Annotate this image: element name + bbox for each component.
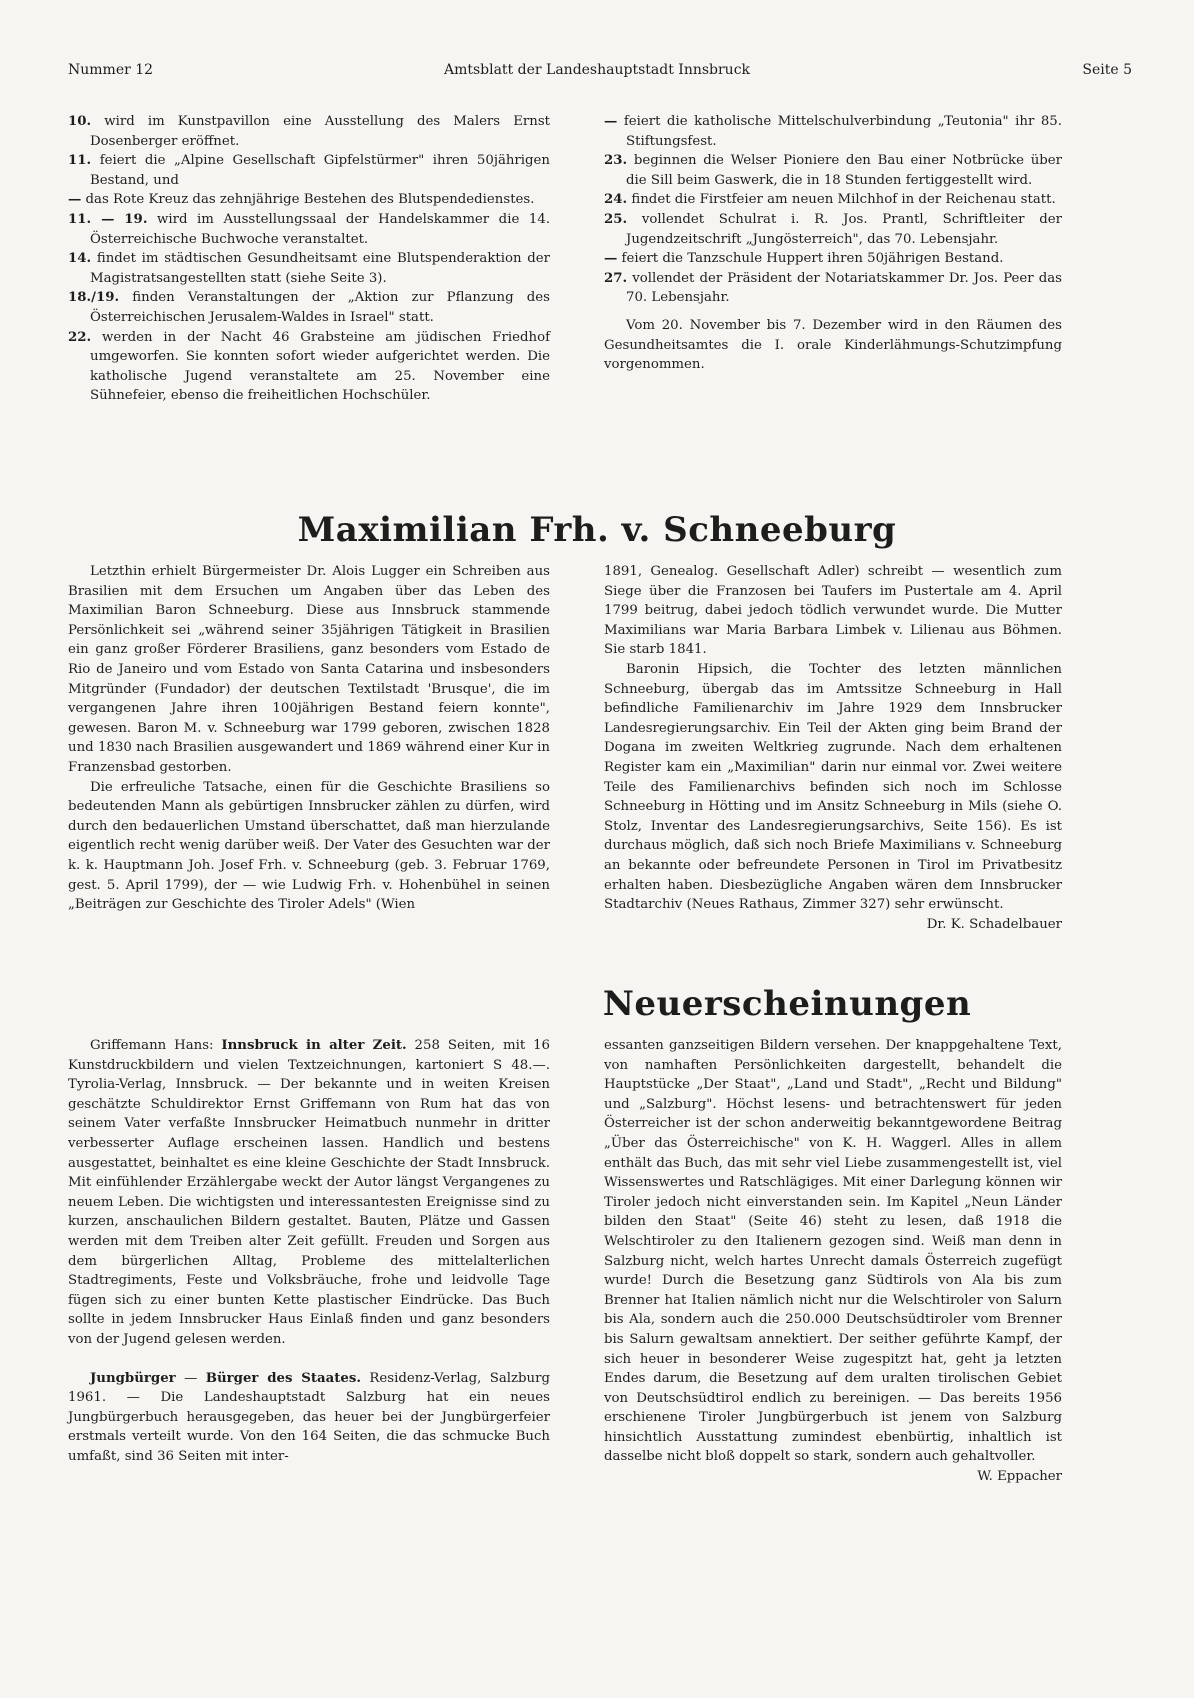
event-item: 10. wird im Kunstpavillon eine Ausstellung des Malers Ernst Dosenberger eröffnet. [68,114,550,149]
event-item: 14. findet im städtischen Gesundheitsamt eine Blutspenderaktion der Magistratsangestellten statt (siehe Seite 3). [68,251,550,286]
event-item: 11. — 19. wird im Ausstellungssaal der Handelskammer die 14. Österreichische Buchwoche veranstaltet. [68,211,551,247]
event-item: 18./19. finden Veranstaltungen der „Aktion zur Pflanzung des Österreichischen Jerusalem-Waldes in Israel" statt. [68,290,550,325]
event-item: 23. beginnen die Welser Pioniere den Bau einer Notbrücke über die Sill beim Gaswerk, die in 18 Stunden fertiggestellt wird. [604,153,1062,188]
event-item: 27. vollendet der Präsident der Notariatskammer Dr. Jos. Peer das 70. Lebensjahr. [604,270,1062,306]
article2-left-column [68,1036,550,1466]
book-author: Jungbürger [90,1370,176,1386]
book-review-text: 258 Seiten, mit 16 Kunstdruckbildern und vielen Textzeichnungen, kartoniert S 48.—. Tyrolia-Verlag, Innsbruck. — Der bekannte und in weiten Kreisen geschätzte Schuldirektor Ernst Griffemann von Rum hat das von seinem Vater verfaßte Innsbrucker Heimatbuch nunmehr in dritter verbesserter Auflage erscheinen lassen. Handlich und bestens ausgestattet, beinhaltet es eine kleine Geschichte der Stadt Innsbruck. Mit einfühlender Erzählergabe weckt der Autor längst Vergangenes zu neuem Leben. Die wichtigsten und interessantesten Ereignisse sind zu kurzen, anschaulichen Bildern gestaltet. Bauten, Plätze und Gassen werden mit dem Treiben alter Zeit gefüllt. Freuden und Sorgen aus dem bürgerlichen Alltag, Probleme des mittelalterlichen Stadtregiments, Feste und Volksbräuche, frohe und leidvolle Tage fügen sich zu einer bunten Kette plastischer Eindrücke. Das Buch sollte in jedem Innsbrucker Haus Einlaß finden und ganz besonders von der Jugend gelesen werden. [68,1038,550,1347]
events-note: Vom 20. November bis 7. Dezember wird in den Räumen des Gesundheitsamtes die I. orale Kinderlähmungs-Schutzimpfung vorgenommen. [604,317,1062,373]
article1-signature: Dr. K. Schadelbauer [926,916,1062,932]
book-author: Griffemann Hans: [90,1038,214,1053]
event-item: 25. vollendet Schulrat i. R. Jos. Prantl, Schriftleiter der Jugendzeitschrift „Jungösterreich", das 70. Lebensjahr. [604,211,1062,247]
event-item: — feiert die Tanzschule Huppert ihren 50jährigen Bestand. [604,251,1004,267]
article2-right-column [604,1036,1062,1487]
issue-number: Nummer 12 [68,62,154,78]
article-title-schneeburg: Maximilian Frh. v. Schneeburg [297,510,897,550]
book-title: Bürger des Staates. [205,1370,361,1386]
article1-left-column [68,562,550,915]
page-number: Seite 5 [1082,62,1132,78]
article1-paragraph: Letzthin erhielt Bürgermeister Dr. Alois Lugger ein Schreiben aus Brasilien mit dem Ersuchen um Angaben über das Leben des Maximilian Baron Schneeburg. Diese aus Innsbruck stammende Persönlichkeit sei „während seiner 35jährigen Tätigkeit in Brasilien ein ganz großer Förderer Brasiliens, ganz besonders vom Estado de Rio de Janeiro und vom Estado von Santa Catarina und insbesonders Mitgründer (Fundador) der deutschen Textilstadt 'Brusque', die im vergangenen Jahre ihren 100jährigen Bestand feiern konnte", gewesen. Baron M. v. Schneeburg war 1799 geboren, zwischen 1828 und 1830 nach Brasilien ausgewandert und 1869 während einer Kur in Franzensbad gestorben. [68,564,550,775]
book-review-continued: essanten ganzseitigen Bildern versehen. Der knappgehaltene Text, von namhaften Persönlichkeiten dargestellt, behandelt die Hauptstücke „Der Staat", „Land und Stadt", „Recht und Bildung" und „Salzburg". Höchst lesens- und betrachtenswert für jeden Österreicher ist der schon anderweitig bekanntgewordene Beitrag „Über das Österreichische" von K. H. Waggerl. Alles in allem enthält das Buch, das mit sehr viel Liebe zusammengestellt ist, viel Wissenswertes und Ratschlägiges. Mit einer Darlegung können wir Tiroler jedoch nicht einverstanden sein. Im Kapitel „Neun Länder bilden den Staat" (Seite 46) steht zu lesen, daß 1918 die Welschtiroler zu den Italienern gezogen sind. Weiß man denn in Salzburg nicht, welch hartes Unrecht damals Österreich zugefügt wurde! Durch die Besetzung ganz Südtirols von Ala bis zum Brenner hat Italien nämlich nicht nur die Welschtiroler von Salurn bis Ala, sondern auch die 250.000 Deutschsüdtiroler vom Brenner bis Salurn gewaltsam annektiert. Der seither geführte Kampf, der sich heuer in besonderer Weise zugespitzt hat, geht ja letzten Endes darum, die Besetzung auf dem uralten tirolischen Gebiet von Deutschsüdtirol endlich zu bereinigen. — Das bereits 1956 erschienene Tiroler Jungbürgerbuch ist jenem von Salzburg hinsichtlich Ausstattung zumindest ebenbürtig, inhaltlich ist dasselbe nicht bloß doppelt so stark, sondern auch gehaltvoller. [604,1038,1062,1465]
publication-title: Amtsblatt der Landeshauptstadt Innsbruck [443,62,751,78]
events-right-column [604,112,1062,375]
event-item: — das Rote Kreuz das zehnjährige Bestehen des Blutspendedienstes. [68,192,535,208]
article1-right-column [604,562,1062,934]
event-item: 24. findet die Firstfeier am neuen Milchhof in der Reichenau statt. [604,192,1056,208]
events-left-column [68,112,550,406]
article1-paragraph: Baronin Hipsich, die Tochter des letzten männlichen Schneeburg, übergab das im Amtssitze Schneeburg in Hall befindliche Familienarchiv im Jahre 1929 dem Innsbrucker Landesregierungsarchiv. Ein Teil der Akten ging beim Brand der Dogana im zweiten Weltkrieg zugrunde. Nach dem erhaltenen Register kam ein „Maximilian" darin nur einmal vor. Zwei weitere Teile des Familienarchivs befinden sich noch im Schlosse Schneeburg in Hötting und im Ansitz Schneeburg in Mils (siehe O. Stolz, Inventar des Landesregierungsarchivs, Seite 156). Es ist durchaus möglich, daß sich noch Briefe Maximilians v. Schneeburg an bekannte oder befreundete Personen in Tirol im Privatbesitz erhalten haben. Diesbezügliche Angaben wären dem Innsbrucker Stadtarchiv (Neues Rathaus, Zimmer 327) sehr erwünscht. [604,661,1062,913]
article1-paragraph: 1891, Genealog. Gesellschaft Adler) schreibt — wesentlich zum Siege über die Franzosen bei Taufers im Pustertale am 4. April 1799 beitrug, dabei jedoch tödlich verwundet wurde. Die Mutter Maximilians war Maria Barbara Limbek v. Lilienau aus Böhmen. Sie starb 1841. [604,564,1062,658]
book-review-text: Residenz-Verlag, Salzburg 1961. — Die Landeshauptstadt Salzburg hat ein neues Jungbürgerbuch herausgegeben, das heuer bei der Jungbürgerfeier erstmals verteilt wurde. Von den 164 Seiten, die das schmucke Buch umfaßt, sind 36 Seiten mit inter- [68,1370,550,1464]
event-item: 22. werden in der Nacht 46 Grabsteine am jüdischen Friedhof umgeworfen. Sie konnten sofort wieder aufgerichtet werden. Die katholische Jugend veranstaltete am 25. November eine Sühnefeier, ebenso die freiheitlichen Hochschüler. [68,329,550,404]
article2-signature: W. Eppacher [977,1469,1062,1485]
event-item: 11. feiert die „Alpine Gesellschaft Gipfelstürmer" ihren 50jährigen Bestand, und [68,153,550,188]
book-review-jungbuerger: Jungbürger — Bürger des Staates. Residenz-Verlag, Salzburg 1961. — Die Landeshauptstadt Salzburg hat ein neues Jungbürgerbuch herausgegeben, das heuer bei der Jungbürgerfeier erstmals verteilt wurde. Von den 164 Seiten, die das schmucke Buch umfaßt, sind 36 Seiten mit inter- [68,1370,550,1464]
event-item: — feiert die katholische Mittelschulverbindung „Teutonia" ihr 85. Stiftungsfest. [604,114,1062,149]
article-title-neuerscheinungen: Neuerscheinungen [602,984,972,1024]
book-title: Innsbruck in alter Zeit. [221,1038,407,1053]
page-header [0,62,1194,84]
book-review-innsbruck [68,1036,550,1350]
article1-paragraph: Die erfreuliche Tatsache, einen für die Geschichte Brasiliens so bedeutenden Mann als gebürtigen Innsbrucker zählen zu dürfen, wird durch den bedauerlichen Umstand überschattet, daß man hierzulande eigentlich recht wenig darüber weiß. Der Vater des Gesuchten war der k. k. Hauptmann Joh. Josef Frh. v. Schneeburg (geb. 3. Februar 1769, gest. 5. April 1799), der — wie Ludwig Frh. v. Hohenbühel in seinen „Beiträgen zur Geschichte des Tiroler Adels" (Wien [68,779,550,913]
